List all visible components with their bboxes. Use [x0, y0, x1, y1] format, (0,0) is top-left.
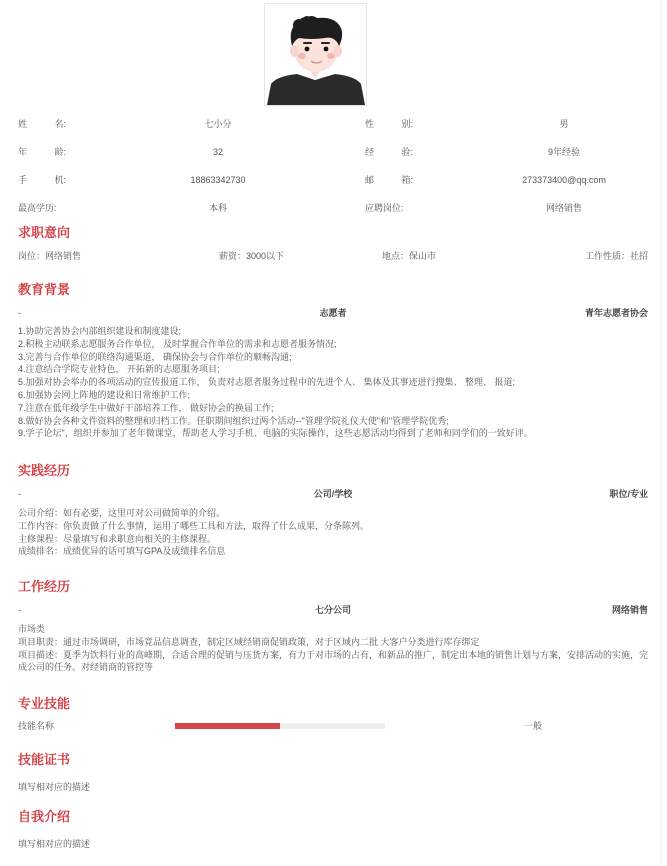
age-value: 32	[212, 147, 223, 157]
education-header-row	[18, 307, 648, 319]
education-title: 教育背景	[18, 282, 71, 297]
experience-value: 9年经验	[547, 147, 580, 157]
practice-title: 实践经历	[18, 463, 71, 478]
phone-label	[18, 173, 66, 187]
education-details	[18, 325, 650, 440]
education-period: -	[18, 308, 21, 318]
practice-details	[18, 507, 650, 558]
label-char: 箱:	[401, 175, 413, 185]
education-line: 9.学子论坛"，组织并参加了老年微课堂，帮助老人学习手机、电脑的实际操作，这些志愿活动均得到了老师和同学们的一致好评。	[18, 428, 533, 439]
skill-progress-fill	[175, 723, 280, 729]
skill-progress-bar	[175, 723, 385, 729]
label-char: 年	[18, 147, 28, 157]
label-char: 姓	[18, 119, 28, 129]
intent-position: 岗位：网络销售	[18, 251, 82, 261]
education-line: 5.加强对协会举办的各项活动的宣传报道工作， 负责对志愿者服务过程中的先进个人、 集体及其事迹进行搜集、 整理、 报道;	[18, 377, 516, 388]
label-char: 龄:	[54, 147, 66, 157]
practice-line: 公司介绍：如有必要，这里可对公司做简单的介绍。	[18, 508, 226, 518]
work-period: -	[18, 605, 21, 615]
education-line: 6.加强协会网上阵地的建设和日常维护工作;	[18, 389, 191, 400]
email-value: 273373400@qq.com	[522, 175, 606, 185]
age-label	[18, 145, 66, 159]
work-description: 项目描述：夏季为饮料行业的高峰期，合适合理的促销与压货方案，有力于对市场的占有，和新品的推广，制定出本地的销售计划与方案，安排活动的实施，完成公司的任务。对经销商的管控等	[18, 649, 649, 673]
practice-line: 主修课程：尽量填写和求职意向相关的主修课程。	[18, 533, 217, 544]
avatar-illustration-icon	[265, 4, 366, 105]
work-position: 网络销售	[611, 605, 648, 615]
practice-period: -	[18, 489, 21, 499]
education-line: 8.做好协会各种文件资料的整理和归档工作。任职期间组织过两个活动--"管理学院礼仪大使"和"管理学院优秀;	[18, 415, 449, 426]
education-line: 1.协助完善协会内部组织建设和制度建设;	[18, 326, 182, 336]
skills-title: 专业技能	[18, 696, 71, 711]
page-edge-divider	[660, 0, 661, 866]
intent-location: 地点：保山市	[382, 251, 437, 261]
education-level-label: 最高学历:	[18, 203, 57, 213]
work-company: 七分公司	[314, 605, 351, 615]
label-char: 机:	[54, 175, 66, 185]
skill-level: 一般	[524, 721, 543, 731]
gender-value: 男	[559, 119, 569, 129]
work-title: 工作经历	[18, 579, 71, 594]
practice-position: 职位/专业	[609, 489, 648, 499]
avatar-photo	[264, 3, 367, 106]
gender-label	[365, 117, 413, 131]
label-char: 别:	[401, 119, 413, 129]
self-intro-title: 自我介绍	[18, 809, 71, 824]
education-level-value: 本科	[208, 203, 227, 213]
info-row	[18, 117, 648, 145]
skill-name: 技能名称	[18, 721, 55, 731]
experience-label	[365, 145, 413, 159]
phone-value: 18863342730	[190, 175, 246, 185]
education-line: 7.注意在低年级学生中做好干部培养工作， 做好协会的换届工作;	[18, 402, 274, 413]
education-line: 3.完善与合作单位的联络沟通渠道， 确保协会与合作单位的顺畅沟通;	[18, 351, 292, 362]
work-details	[18, 623, 650, 674]
label-char: 性	[365, 119, 375, 129]
education-line: 4.注意结合学院专业特色， 开拓新的志愿服务项目;	[18, 364, 220, 375]
intent-salary: 薪资：3000以下	[219, 251, 285, 261]
certificates-text: 填写相对应的描述	[18, 782, 91, 792]
practice-header-row	[18, 488, 648, 500]
certificates-title: 技能证书	[18, 752, 71, 767]
education-line: 2.积极主动联系志愿服务合作单位， 及时掌握合作单位的需求和志愿者服务情况;	[18, 338, 337, 349]
info-row	[18, 201, 648, 229]
label-char: 手	[18, 175, 28, 185]
label-char: 名:	[54, 119, 66, 129]
applied-position-label: 应聘岗位:	[365, 203, 404, 213]
name-value: 七小分	[204, 119, 232, 129]
work-header-row	[18, 604, 648, 616]
education-role: 志愿者	[319, 308, 347, 318]
work-duties: 项目职责：通过市场调研，市场竟品信息调查，制定区域经销商促销政策，对于区域内二批 大客户分类进行库存绑定	[18, 636, 480, 647]
work-category: 市场类	[18, 624, 46, 634]
label-char: 邮	[365, 175, 375, 185]
label-char: 验:	[401, 147, 413, 157]
practice-line: 工作内容：你负责做了什么事情，运用了哪些工具和方法，取得了什么成果，分条陈列。	[18, 520, 370, 531]
applied-position-value: 网络销售	[545, 203, 582, 213]
practice-company: 公司/学校	[313, 489, 353, 499]
info-row	[18, 173, 648, 201]
self-intro-text: 填写相对应的描述	[18, 839, 91, 849]
email-label	[365, 173, 413, 187]
basic-info	[18, 117, 648, 229]
practice-line: 成绩排名：成绩优异的话可填写GPA及成绩排名信息	[18, 546, 226, 557]
label-char: 经	[365, 147, 375, 157]
education-organization: 青年志愿者协会	[584, 308, 648, 318]
job-intent-row	[18, 250, 648, 262]
info-row	[18, 145, 648, 173]
intent-type: 工作性质：社招	[584, 251, 648, 261]
name-label	[18, 117, 66, 131]
job-intent-title: 求职意向	[18, 225, 71, 240]
